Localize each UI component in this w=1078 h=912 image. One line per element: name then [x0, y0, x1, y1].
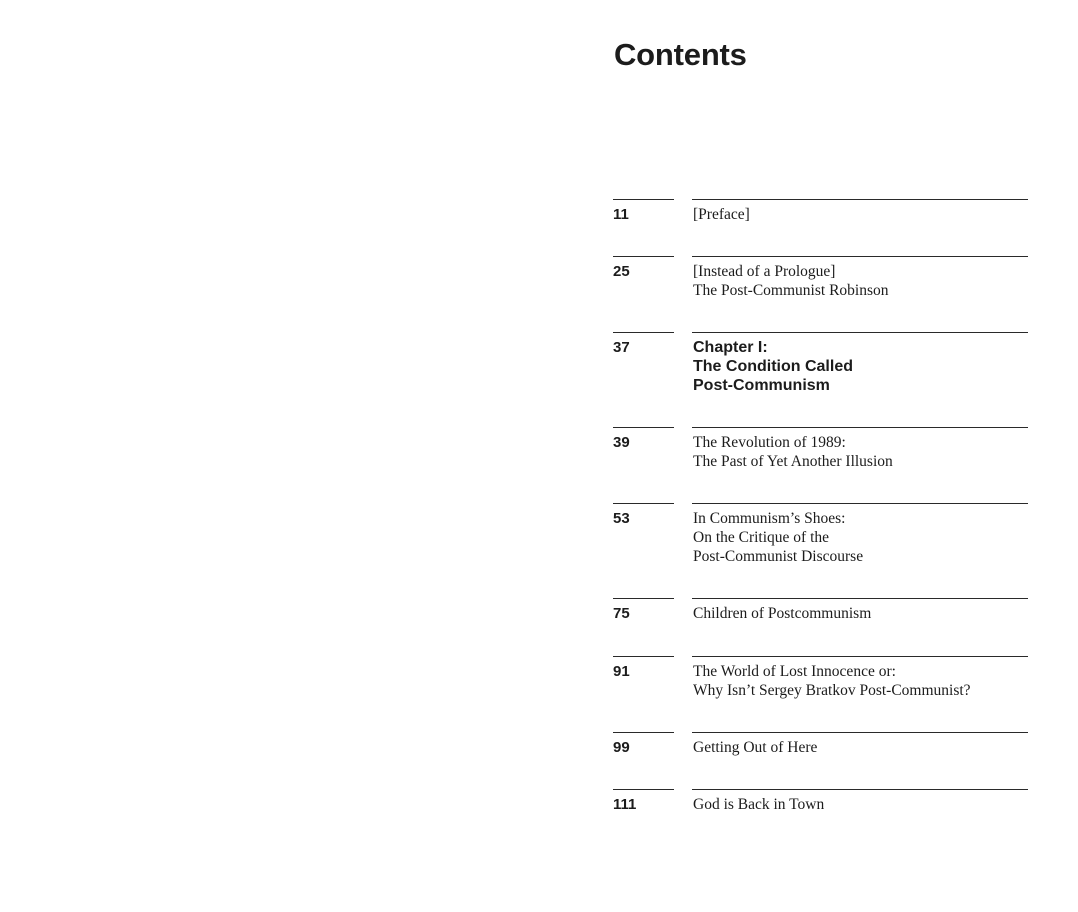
- toc-title-line: Children of Postcommunism: [693, 605, 872, 622]
- rule-divider: [613, 789, 674, 790]
- toc-entry: [613, 789, 1028, 829]
- toc-title: [693, 199, 1028, 224]
- toc-chapter-title: [693, 332, 1028, 396]
- toc-title: [693, 503, 1028, 567]
- toc-title-line: Getting Out of Here: [693, 739, 818, 756]
- toc-title-line: God is Back in Town: [693, 796, 825, 813]
- toc-title: [693, 789, 1028, 814]
- toc-title-line: The Past of Yet Another Illusion: [693, 453, 893, 471]
- rule-divider: [613, 598, 674, 599]
- toc-entry: [613, 199, 1028, 256]
- toc-page-number: 25: [613, 263, 630, 280]
- toc-page-number: 11: [613, 206, 629, 223]
- rule-divider: [613, 199, 674, 200]
- toc-title-line: Why Isn’t Sergey Bratkov Post-Communist?: [693, 682, 971, 700]
- toc-entry: [613, 503, 1028, 598]
- table-of-contents: [613, 199, 1028, 829]
- toc-entry: [613, 427, 1028, 503]
- toc-page-number: 99: [613, 739, 630, 756]
- rule-divider: [613, 332, 674, 333]
- toc-title-line: In Communism’s Shoes:: [693, 510, 846, 527]
- toc-page-number: 75: [613, 605, 630, 622]
- rule-divider: [692, 503, 1028, 504]
- toc-title-line: Post-Communist Discourse: [693, 548, 864, 566]
- page-title: Contents: [614, 37, 747, 72]
- rule-divider: [692, 256, 1028, 257]
- toc-title-line: Post-Communism: [693, 377, 830, 395]
- toc-title-line: The Revolution of 1989:: [693, 434, 846, 451]
- toc-title-line: On the Critique of the: [693, 529, 830, 547]
- toc-entry: [613, 732, 1028, 789]
- rule-divider: [692, 789, 1028, 790]
- toc-page-number: 111: [613, 796, 637, 813]
- toc-entry: [613, 256, 1028, 332]
- rule-divider: [692, 732, 1028, 733]
- toc-title-line: The World of Lost Innocence or:: [693, 663, 896, 680]
- toc-title: [693, 427, 1028, 471]
- toc-title-line: [Instead of a Prologue]: [693, 263, 836, 280]
- toc-page-number: 39: [613, 434, 630, 451]
- toc-page-number: 53: [613, 510, 630, 527]
- toc-title: [693, 732, 1028, 757]
- toc-title-line: [Preface]: [693, 206, 750, 223]
- rule-divider: [613, 656, 674, 657]
- rule-divider: [692, 656, 1028, 657]
- toc-title-line: The Condition Called: [693, 358, 853, 376]
- toc-title: [693, 598, 1028, 623]
- toc-title: [693, 656, 1028, 700]
- toc-page-number: 91: [613, 663, 630, 680]
- rule-divider: [692, 332, 1028, 333]
- rule-divider: [613, 427, 674, 428]
- rule-divider: [692, 598, 1028, 599]
- toc-title: [693, 256, 1028, 300]
- rule-divider: [692, 427, 1028, 428]
- rule-divider: [613, 732, 674, 733]
- toc-title-line: The Post-Communist Robinson: [693, 282, 889, 300]
- toc-entry: [613, 332, 1028, 427]
- rule-divider: [613, 256, 674, 257]
- toc-page-number: 37: [613, 339, 630, 356]
- rule-divider: [692, 199, 1028, 200]
- toc-entry: [613, 598, 1028, 656]
- toc-title-line: Chapter I:: [693, 339, 768, 356]
- toc-entry: [613, 656, 1028, 732]
- rule-divider: [613, 503, 674, 504]
